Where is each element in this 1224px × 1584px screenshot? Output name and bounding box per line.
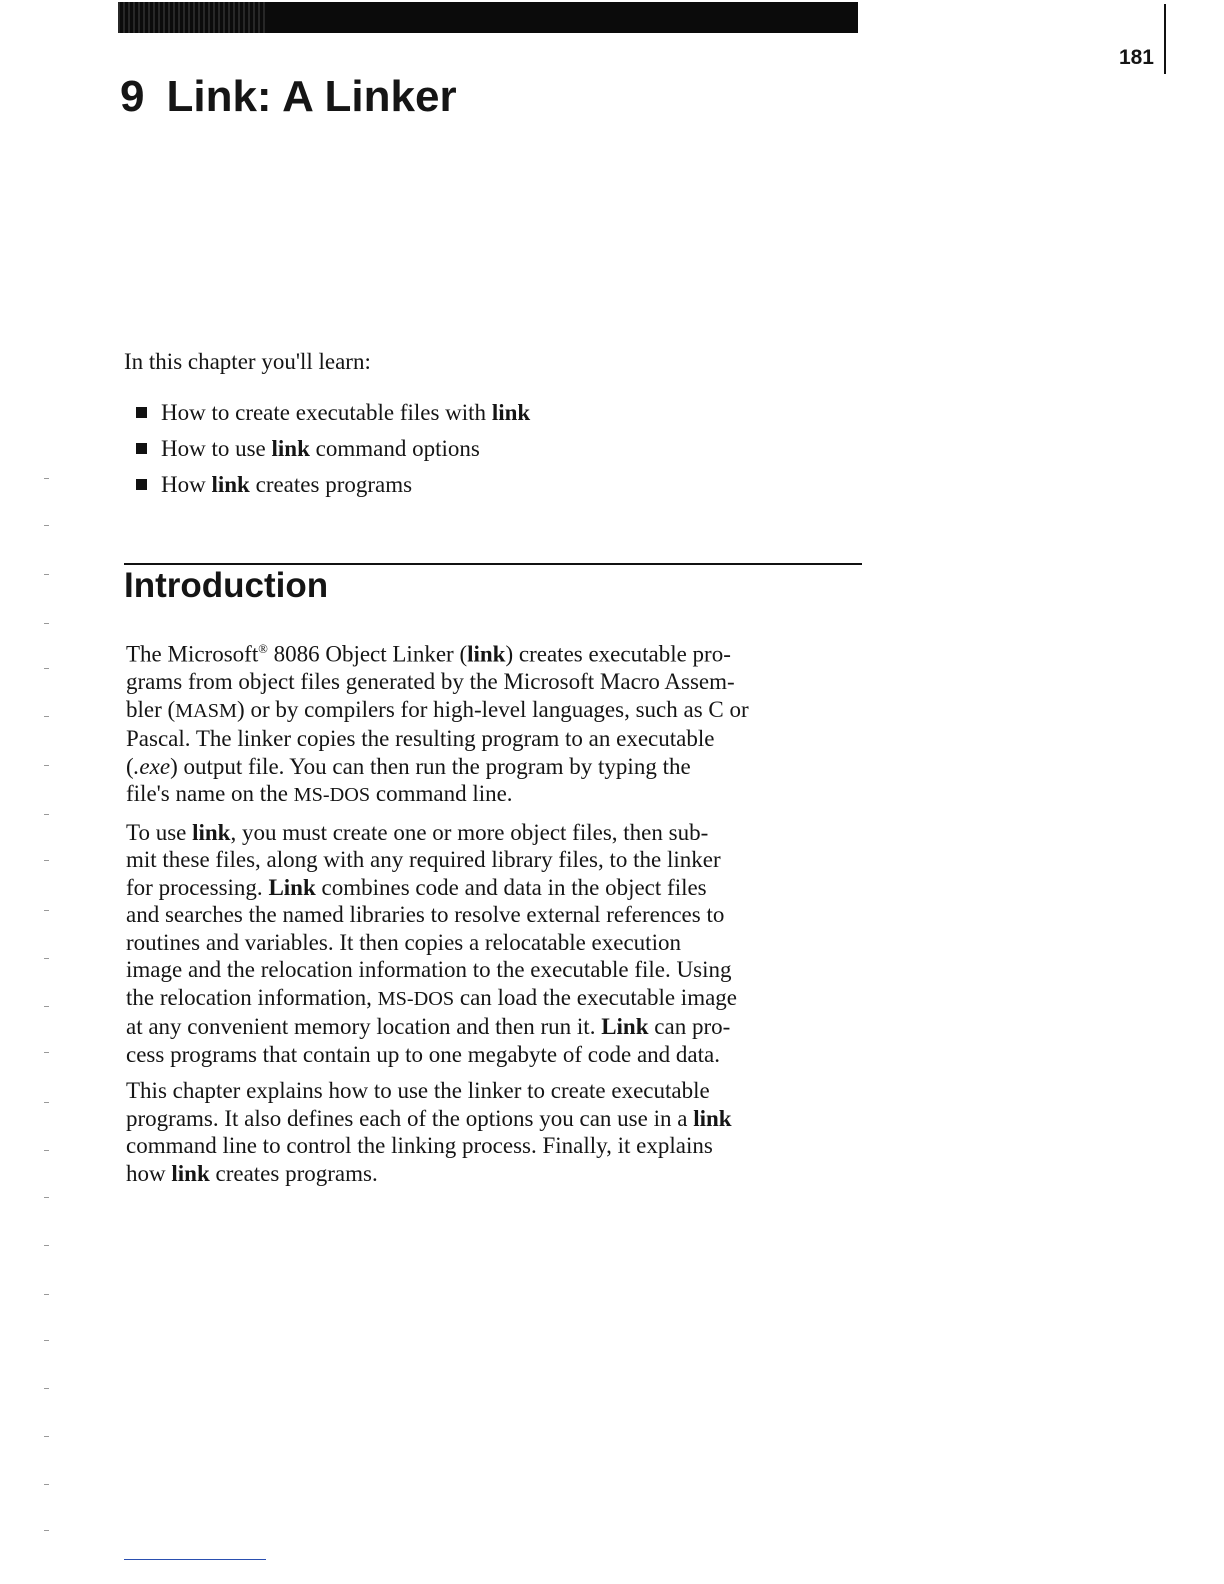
margin-tick bbox=[44, 1530, 49, 1531]
small-caps-term: MASM bbox=[175, 699, 238, 722]
file-extension: .exe bbox=[133, 753, 171, 779]
paragraph-3 bbox=[126, 1077, 866, 1187]
margin-tick bbox=[44, 958, 49, 959]
list-item bbox=[136, 470, 530, 506]
text-line: grams from object files generated by the Microsoft Macro Assem- bbox=[126, 669, 735, 695]
text-line: command line to control the linking process. Finally, it explains bbox=[126, 1133, 713, 1159]
margin-tick bbox=[44, 1006, 49, 1007]
chapter-title-text: Link: A Linker bbox=[166, 72, 457, 121]
text-run: The Microsoft bbox=[126, 641, 259, 667]
chapter-title bbox=[120, 72, 457, 122]
text-run: the relocation information, bbox=[126, 984, 378, 1010]
text-line bbox=[126, 636, 866, 668]
section-divider bbox=[124, 563, 862, 565]
list-item bbox=[136, 398, 530, 434]
section-heading: Introduction bbox=[124, 566, 329, 605]
text-run: for processing. bbox=[126, 874, 269, 900]
margin-tick bbox=[44, 525, 49, 526]
bullet-text: How to create executable files with bbox=[161, 400, 492, 425]
keyword-link: Link bbox=[601, 1014, 649, 1040]
bullet-text-tail: creates programs bbox=[249, 472, 413, 497]
list-item bbox=[136, 434, 530, 470]
chapter-number: 9 bbox=[120, 72, 145, 121]
margin-tick bbox=[44, 1245, 49, 1246]
margin-tick bbox=[44, 1294, 49, 1295]
bullet-square-icon bbox=[136, 443, 147, 454]
text-line bbox=[126, 696, 866, 726]
text-line: mit these files, along with any required library files, to the linker bbox=[126, 847, 721, 873]
text-line bbox=[126, 984, 866, 1014]
paragraph-2 bbox=[126, 819, 866, 1069]
text-run: ( bbox=[126, 753, 134, 779]
margin-tick bbox=[44, 574, 49, 575]
text-line bbox=[126, 753, 866, 781]
text-run: command line. bbox=[370, 781, 513, 807]
footer-rule bbox=[124, 1559, 266, 1560]
text-line bbox=[126, 819, 866, 847]
chapter-header-bar bbox=[118, 2, 858, 33]
keyword-link: link bbox=[171, 1160, 210, 1186]
margin-tick bbox=[44, 1052, 49, 1053]
text-run: programs. It also defines each of the options you can use in a bbox=[126, 1105, 694, 1131]
bullet-keyword: link bbox=[271, 436, 310, 461]
page-number-rule bbox=[1164, 4, 1166, 74]
bullet-text: How bbox=[161, 472, 212, 497]
keyword-link: link bbox=[192, 819, 231, 845]
text-line bbox=[126, 1105, 866, 1133]
paragraph-1 bbox=[126, 636, 866, 810]
margin-tick bbox=[44, 1388, 49, 1389]
text-run: bler ( bbox=[126, 696, 176, 722]
text-run: can pro- bbox=[648, 1014, 731, 1040]
text-run: file's name on the bbox=[126, 781, 294, 807]
bullet-keyword: link bbox=[491, 400, 531, 425]
text-run: at any convenient memory location and then run it. bbox=[126, 1014, 602, 1040]
learning-objectives-list bbox=[136, 398, 530, 506]
text-line bbox=[126, 874, 866, 902]
registered-mark: ® bbox=[258, 642, 268, 656]
text-line bbox=[126, 780, 866, 810]
text-line: image and the relocation information to the executable file. Using bbox=[126, 957, 732, 983]
margin-tick bbox=[44, 1197, 49, 1198]
margin-tick bbox=[44, 1150, 49, 1151]
bullet-text-tail: command options bbox=[309, 436, 480, 461]
text-run: , you must create one or more object files, then sub- bbox=[230, 819, 709, 845]
text-run: can load the executable image bbox=[454, 984, 738, 1010]
text-line bbox=[126, 1160, 866, 1188]
small-caps-term: MS-DOS bbox=[377, 987, 455, 1010]
header-bar-texture bbox=[118, 2, 268, 33]
margin-tick bbox=[44, 814, 49, 815]
text-run: To use bbox=[126, 819, 193, 845]
text-run: ) output file. You can then run the program by typing the bbox=[170, 753, 691, 779]
keyword-link: Link bbox=[268, 874, 316, 900]
text-run: creates programs. bbox=[209, 1160, 378, 1186]
chapter-overview-lead: In this chapter you'll learn: bbox=[124, 349, 371, 374]
bullet-square-icon bbox=[136, 407, 147, 418]
bullet-square-icon bbox=[136, 479, 147, 490]
margin-tick bbox=[44, 1340, 49, 1341]
margin-tick bbox=[44, 1484, 49, 1485]
text-run: ) creates executable pro- bbox=[505, 641, 731, 667]
margin-tick bbox=[44, 716, 49, 717]
margin-tick bbox=[44, 860, 49, 861]
keyword-link: link bbox=[467, 641, 506, 667]
margin-tick bbox=[44, 765, 49, 766]
text-line: cess programs that contain up to one megabyte of code and data. bbox=[126, 1041, 720, 1067]
text-run: 8086 Object Linker ( bbox=[267, 641, 468, 667]
margin-tick bbox=[44, 668, 49, 669]
text-line: This chapter explains how to use the linker to create executable bbox=[126, 1078, 710, 1104]
bullet-keyword: link bbox=[211, 472, 250, 497]
bullet-text: How to use bbox=[161, 436, 272, 461]
text-line: routines and variables. It then copies a relocatable execution bbox=[126, 929, 681, 955]
text-run: how bbox=[126, 1160, 172, 1186]
margin-tick bbox=[44, 623, 49, 624]
margin-tick bbox=[44, 910, 49, 911]
margin-tick bbox=[44, 1102, 49, 1103]
keyword-link: link bbox=[693, 1105, 732, 1131]
small-caps-term: MS-DOS bbox=[293, 784, 371, 807]
margin-tick bbox=[44, 1436, 49, 1437]
body-text bbox=[126, 636, 866, 1196]
text-line: and searches the named libraries to resolve external references to bbox=[126, 902, 725, 928]
text-line: Pascal. The linker copies the resulting program to an executable bbox=[126, 726, 715, 752]
margin-tick bbox=[44, 478, 49, 479]
text-line bbox=[126, 1013, 866, 1041]
text-run: ) or by compilers for high-level languages, such as C or bbox=[237, 696, 749, 722]
text-run: combines code and data in the object files bbox=[315, 874, 707, 900]
page-number: 181 bbox=[1118, 46, 1154, 69]
